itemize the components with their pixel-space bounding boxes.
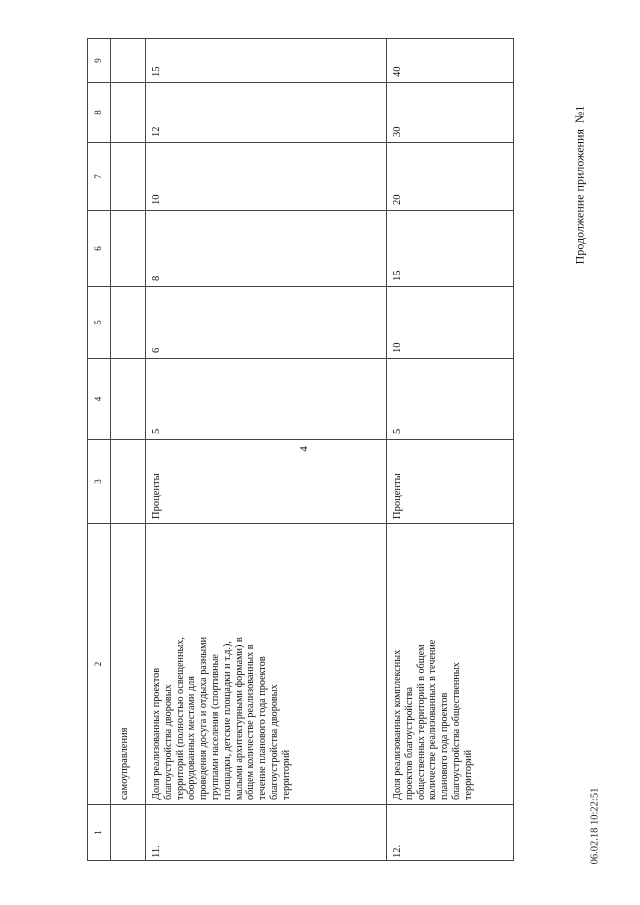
indicator-name: Доля реализованных проектов благоустройства дворовых территорий (полностью освещенных, оборудованных местами для проведения досуга и отдыха разными группами населения (спортивные площадки, детские площадки и т.д.), малыми архитектурными формами) в общем количестве реализованных в течение планового года проектов благоустройства дворовых территорий <box>146 524 387 805</box>
carryover-text: самоуправления <box>111 524 146 805</box>
value-cell: 12 <box>146 83 387 143</box>
unit-cell: Проценты <box>146 440 387 524</box>
table-row <box>146 39 387 861</box>
table-row <box>387 39 514 861</box>
table-cell <box>111 359 146 440</box>
column-number: 5 <box>88 287 111 359</box>
carryover-row <box>111 39 146 861</box>
value-cell: 10 <box>146 143 387 211</box>
value-cell: 10 <box>387 287 514 359</box>
row-number: 11. <box>146 805 387 861</box>
table-cell <box>111 440 146 524</box>
table-cell <box>111 83 146 143</box>
table-cell <box>111 39 146 83</box>
unit-cell: Проценты <box>387 440 514 524</box>
value-cell: 5 <box>146 359 387 440</box>
value-cell: 6 <box>146 287 387 359</box>
column-number: 9 <box>88 39 111 83</box>
indicator-name: Доля реализованных комплексных проектов благоустройства общественных территорий в общем количестве реализованных в течение планового года проектов благоустройства общественных территорий <box>387 524 514 805</box>
table-cell <box>111 211 146 287</box>
value-cell: 15 <box>387 211 514 287</box>
indicators-table-container <box>87 39 507 861</box>
print-timestamp: 06.02.18 10:22:51 <box>589 787 601 865</box>
value-cell: 20 <box>387 143 514 211</box>
value-cell: 5 <box>387 359 514 440</box>
indicators-table <box>87 38 514 861</box>
column-number: 6 <box>88 211 111 287</box>
column-number: 4 <box>88 359 111 440</box>
column-number-row <box>88 39 111 861</box>
table-cell <box>111 287 146 359</box>
value-cell: 15 <box>146 39 387 83</box>
value-cell: 8 <box>146 211 387 287</box>
appendix-title: Продолжение приложения №1 <box>572 105 587 265</box>
column-number: 3 <box>88 440 111 524</box>
column-number: 8 <box>88 83 111 143</box>
column-number: 2 <box>88 524 111 805</box>
row-number: 12. <box>387 805 514 861</box>
value-cell: 30 <box>387 83 514 143</box>
value-cell: 40 <box>387 39 514 83</box>
column-number: 7 <box>88 143 111 211</box>
table-cell <box>111 143 146 211</box>
page-number: 4 <box>298 446 310 452</box>
column-number: 1 <box>88 805 111 861</box>
table-cell <box>111 805 146 861</box>
